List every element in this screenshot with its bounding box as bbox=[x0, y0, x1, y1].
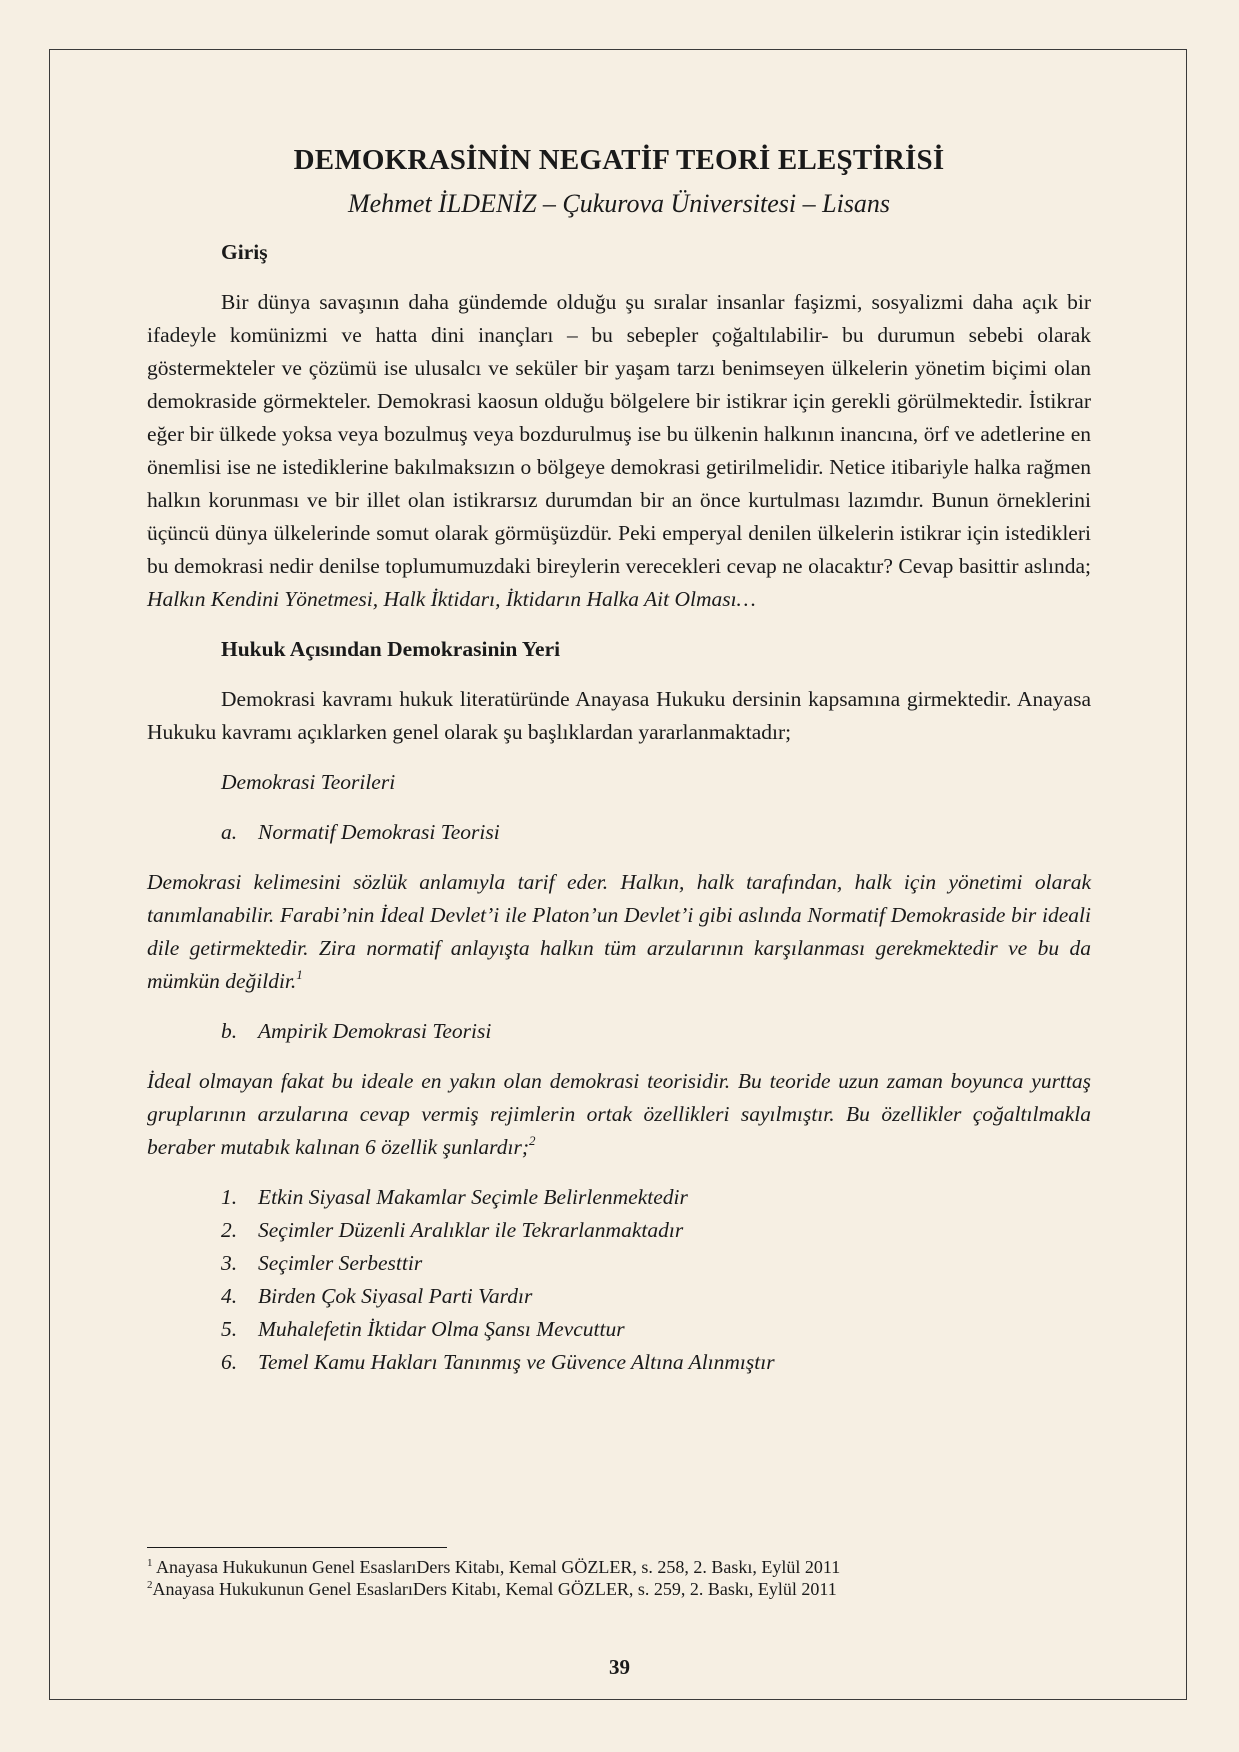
section-heading-law: Hukuk Açısından Demokrasinin Yeri bbox=[221, 637, 561, 661]
list-item-number: 6. bbox=[221, 1350, 238, 1374]
list-item bbox=[221, 1181, 1091, 1214]
normative-heading-text: Normatif Demokrasi Teorisi bbox=[258, 820, 500, 844]
normative-text: Demokrasi kelimesini sözlük anlamıyla tarif eder. Halkın, halk tarafından, halk için yönetimi olarak tanımlanabilir. Farabi’nin İdeal Devlet’i ile Platon’un Devlet’i gibi aslında Normatif Demokraside bir ideali dile getirmektedir. Zira normatif anlayışta halkın tüm arzularının karşılanması gerekmektedir ve bu da mümkün değildir. bbox=[147, 870, 1091, 993]
footnote-ref-1[interactable]: 1 bbox=[296, 967, 303, 982]
list-item bbox=[221, 1346, 1091, 1379]
footnote-2-number: 2 bbox=[147, 1579, 153, 1591]
list-item-text: Birden Çok Siyasal Parti Vardır bbox=[258, 1284, 533, 1308]
list-item bbox=[221, 1214, 1091, 1247]
footnote-separator bbox=[147, 1547, 447, 1548]
normative-heading bbox=[221, 816, 1091, 849]
article-title: DEMOKRASİNİN NEGATİF TEORİ ELEŞTİRİSİ bbox=[293, 144, 945, 176]
intro-text: Bir dünya savaşının daha gündemde olduğu şu sıralar insanlar faşizmi, sosyalizmi daha açık bir ifadeyle komünizmi ve hatta dini inançları – bu sebepler çoğaltılabilir- bu durumun sebebi olarak göstermekteler ve çözümü ise ulusalcı ve seküler bir yaşam tarzı benimseyen ülkelerin yönetim biçimi olan demokraside görmekteler. Demokrasi kaosun olduğu bölgelere bir istikrar için gerekli görülmektedir. İstikrar eğer bir ülkede yoksa veya bozulmuş veya bozdurulmuş ise bu ülkenin halkının inancına, örf ve adetlerine en önemlisi ise ne istediklerine bakılmaksızın o bölgeye demokrasi getirilmelidir. Netice itibariyle halka rağmen halkın korunması ve bir illet olan istikrarsız durumdan bir an önce kurtulması lazımdır. Bunun örneklerini üçüncü dünya ülkelerinde somut olarak görmüşüzdür. Peki emperyal denilen ülkelerin istikrar için istedikleri bu demokrasi nedir denilse toplumumuzdaki bireylerin verecekleri cevap ne olacaktır? Cevap basittir aslında; bbox=[147, 290, 1091, 578]
footnote-2-text: Anayasa Hukukunun Genel EsaslarıDers Kitabı, Kemal GÖZLER, s. 259, 2. Baskı, Eylül 2011 bbox=[152, 1579, 837, 1599]
list-item-number: 4. bbox=[221, 1284, 238, 1308]
list-item-number: 3. bbox=[221, 1251, 238, 1275]
list-item-text: Seçimler Düzenli Aralıklar ile Tekrarlanmaktadır bbox=[258, 1218, 684, 1242]
list-item-text: Etkin Siyasal Makamlar Seçimle Belirlenmektedir bbox=[258, 1185, 688, 1209]
list-item-number: 1. bbox=[221, 1185, 238, 1209]
empirical-marker: b. bbox=[221, 1019, 238, 1043]
intro-italic-text: Halkın Kendini Yönetmesi, Halk İktidarı, İktidarın Halka Ait Olması… bbox=[147, 587, 756, 611]
list-item-text: Seçimler Serbesttir bbox=[258, 1251, 423, 1275]
normative-paragraph bbox=[147, 866, 1091, 998]
footnote-1 bbox=[147, 1556, 1091, 1578]
page-number: 39 bbox=[609, 1655, 630, 1679]
section-heading-intro: Giriş bbox=[221, 240, 268, 264]
list-item bbox=[221, 1247, 1091, 1280]
list-item-number: 5. bbox=[221, 1317, 238, 1341]
list-item bbox=[221, 1313, 1091, 1346]
empirical-paragraph bbox=[147, 1065, 1091, 1164]
law-paragraph: Demokrasi kavramı hukuk literatüründe Anayasa Hukuku dersinin kapsamına girmektedir. Anayasa Hukuku kavramı açıklarken genel olarak şu başlıklardan yararlanmaktadır; bbox=[147, 687, 1091, 744]
list-item bbox=[221, 1280, 1091, 1313]
footnote-1-text: Anayasa Hukukunun Genel EsaslarıDers Kitabı, Kemal GÖZLER, s. 258, 2. Baskı, Eylül 2011 bbox=[152, 1557, 841, 1577]
normative-marker: a. bbox=[221, 820, 238, 844]
footnotes bbox=[147, 1556, 1091, 1600]
empirical-heading-text: Ampirik Demokrasi Teorisi bbox=[258, 1019, 492, 1043]
footnote-2 bbox=[147, 1578, 1091, 1600]
list-item-text: Muhalefetin İktidar Olma Şansı Mevcuttur bbox=[258, 1317, 625, 1341]
empirical-heading bbox=[221, 1015, 1091, 1048]
list-item-number: 2. bbox=[221, 1218, 238, 1242]
criteria-list bbox=[147, 1181, 1091, 1379]
article-body bbox=[147, 140, 1091, 1379]
theories-heading: Demokrasi Teorileri bbox=[221, 770, 396, 794]
empirical-text: İdeal olmayan fakat bu ideale en yakın olan demokrasi teorisidir. Bu teoride uzun zaman boyunca yurttaş gruplarının arzularına cevap vermiş rejimlerin ortak özellikleri sayılmıştır. Bu özellikler çoğaltılmakla beraber mutabık kalınan 6 özellik şunlardır; bbox=[147, 1069, 1091, 1159]
footnote-ref-2[interactable]: 2 bbox=[528, 1133, 536, 1148]
footnote-1-number: 1 bbox=[147, 1557, 153, 1569]
list-item-text: Temel Kamu Hakları Tanınmış ve Güvence Altına Alınmıştır bbox=[258, 1350, 775, 1374]
intro-paragraph bbox=[147, 286, 1091, 616]
author-line: Mehmet İLDENİZ – Çukurova Üniversitesi – Lisans bbox=[347, 189, 891, 218]
